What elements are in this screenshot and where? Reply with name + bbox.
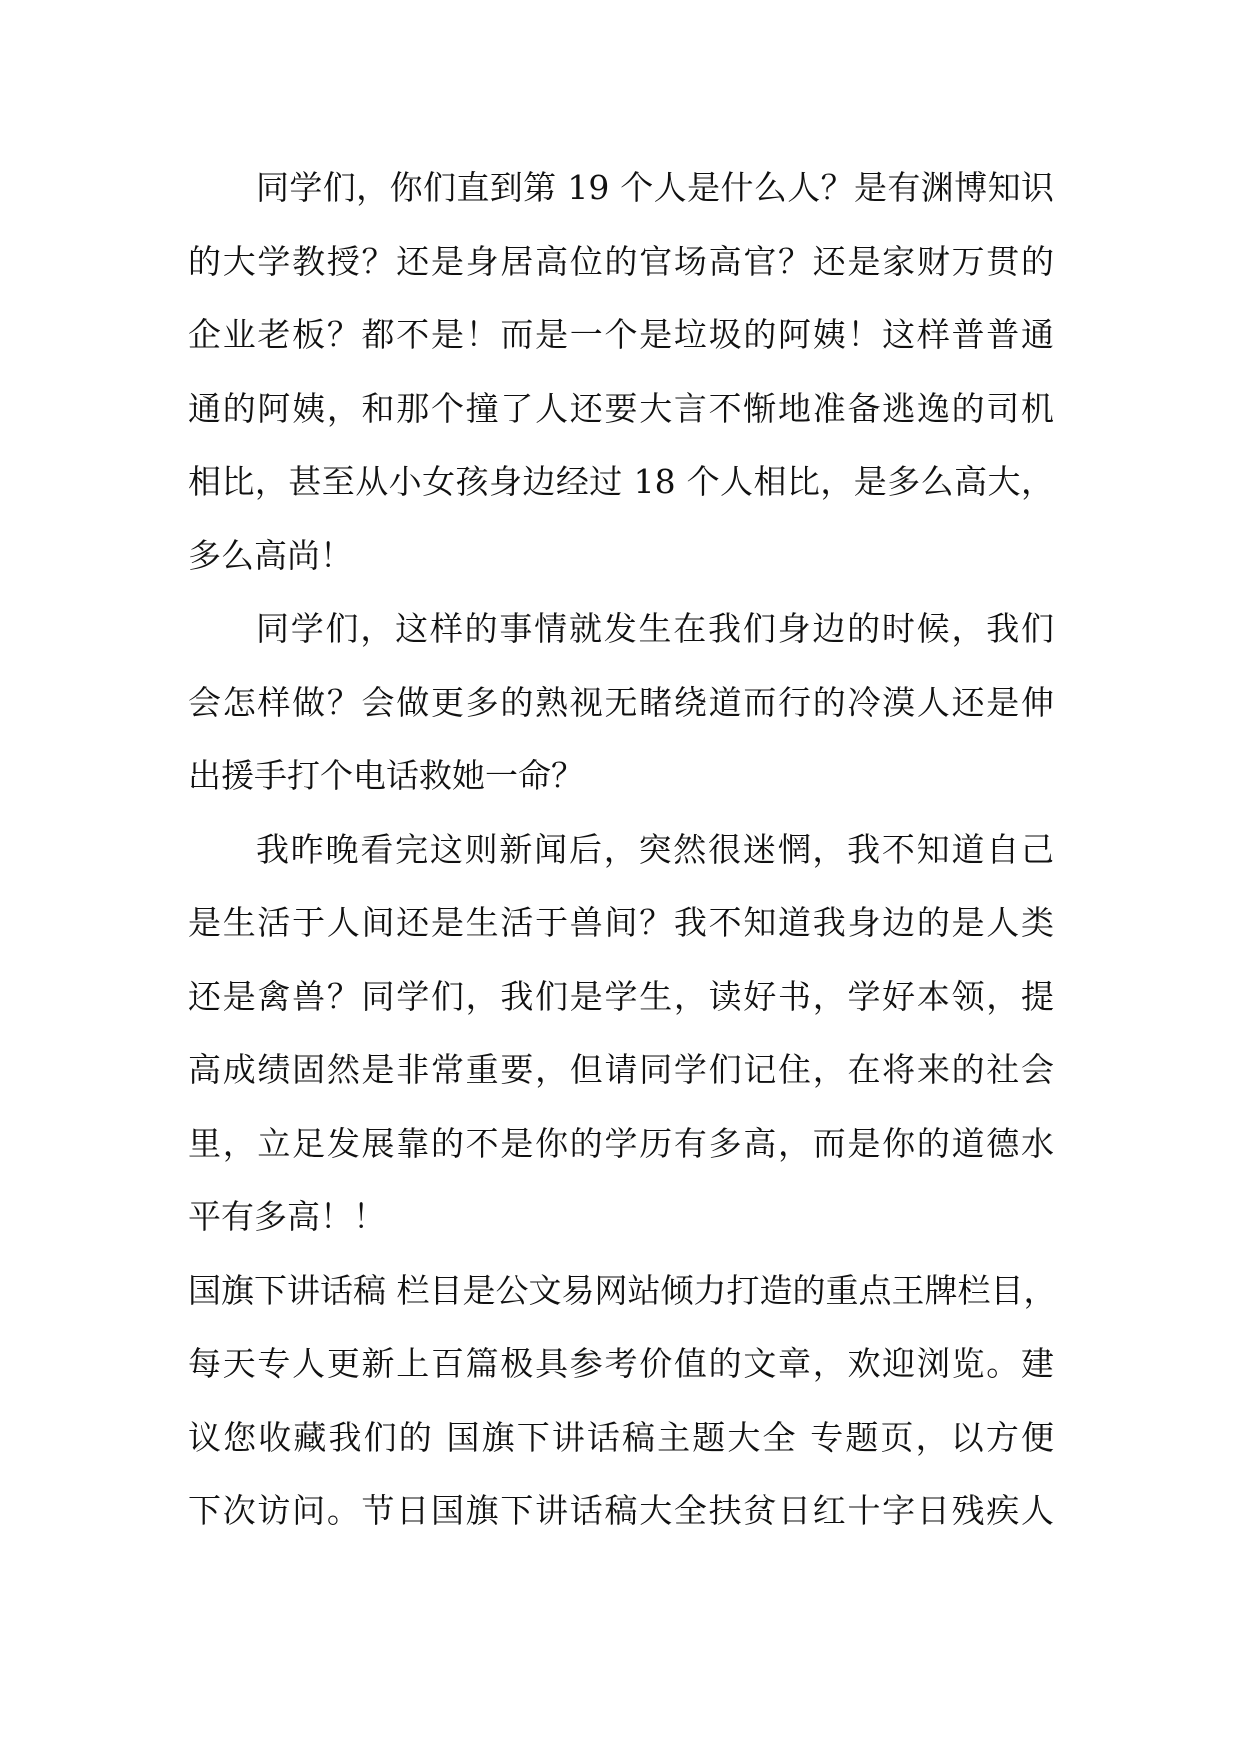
- text-line: 平有多高！！: [188, 1197, 386, 1236]
- text-line: 同学们，这样的事情就发生在我们身边的时候，我们: [256, 609, 1054, 648]
- text-line: 下次访问。节日国旗下讲话稿大全扶贫日红十字日残疾人: [188, 1491, 1054, 1530]
- text-line: 议您收藏我们的 国旗下讲话稿主题大全 专题页，以方便: [188, 1417, 1054, 1457]
- text-line: 通的阿姨，和那个撞了人还要大言不惭地准备逃逸的司机: [188, 388, 1054, 428]
- text-line: 还是禽兽？同学们，我们是学生，读好书，学好本领，提: [188, 976, 1054, 1016]
- text-line: 国旗下讲话稿 栏目是公文易网站倾力打造的重点王牌栏目，: [188, 1270, 1057, 1310]
- text-line: 同学们，你们直到第 19 个人是什么人？是有渊博知识: [256, 168, 1054, 207]
- text-line: 我昨晚看完这则新闻后，突然很迷惘，我不知道自己: [256, 829, 1054, 869]
- text-line: 会怎样做？会做更多的熟视无睹绕道而行的冷漠人还是伸: [188, 682, 1054, 722]
- text-line: 出援手打个电话救她一命？: [188, 756, 584, 795]
- text-line: 的大学教授？还是身居高位的官场高官？还是家财万贯的: [188, 241, 1054, 281]
- text-line: 多么高尚！: [188, 535, 353, 575]
- text-line: 里，立足发展靠的不是你的学历有多高，而是你的道德水: [188, 1123, 1054, 1163]
- text-line: 企业老板？都不是！而是一个是垃圾的阿姨！这样普普通: [188, 315, 1054, 354]
- text-line: 高成绩固然是非常重要，但请同学们记住，在将来的社会: [188, 1050, 1054, 1089]
- text-line: 相比，甚至从小女孩身边经过 18 个人相比，是多么高大，: [188, 462, 1054, 501]
- text-line: 是生活于人间还是生活于兽间？我不知道我身边的是人类: [188, 903, 1054, 942]
- document-body: [188, 166, 1057, 1563]
- text-line: 每天专人更新上百篇极具参考价值的文章，欢迎浏览。建: [188, 1344, 1054, 1383]
